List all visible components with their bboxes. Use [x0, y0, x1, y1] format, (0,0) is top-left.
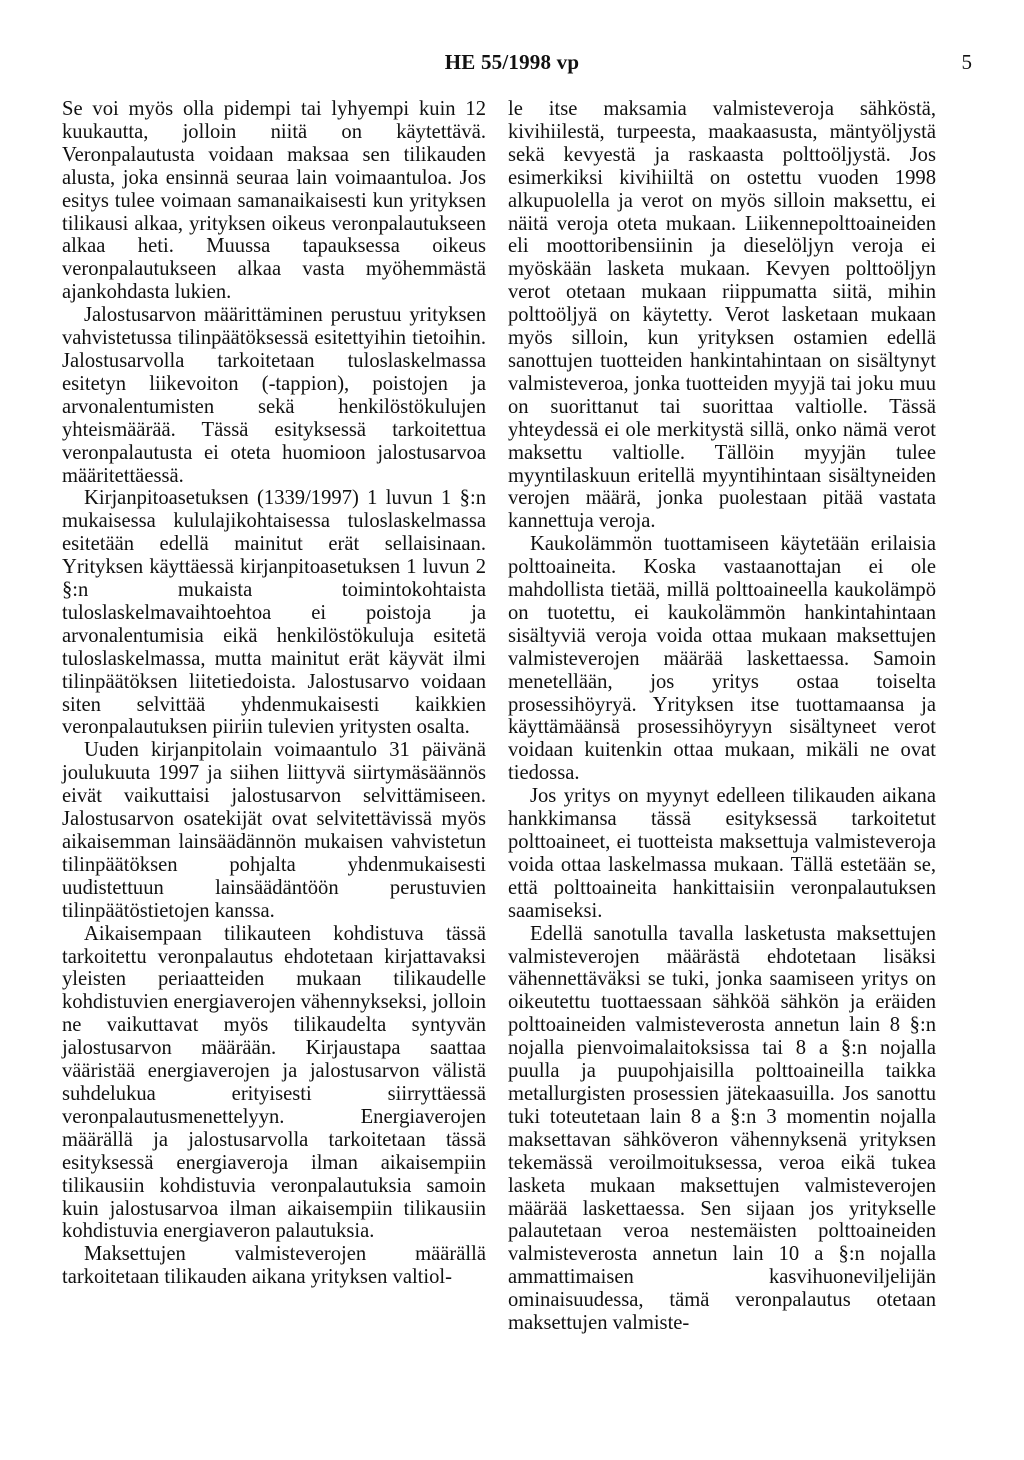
paragraph: Kaukolämmön tuottamiseen käytetään erilaisia polttoaineita. Koska vastaanottajan ei ole mahdollista tietää, millä polttoaineella kaukolämpö on tuotettu, ei kaukolämmön hankintahintaan sisältyviä veroja voida ottaa mukaan maksettujen valmisteverojen määrää laskettaessa. Samoin menetellään, jos yritys ostaa toiselta prosessihöyryä. Yrityksen itse tuottamaansa ja käyttämäänsä prosessihöyryyn sisältyneet verot voidaan kuitenkin ottaa mukaan, mikäli ne ovat tiedossa.	[508, 533, 936, 785]
right-text-column	[508, 98, 936, 1335]
page-number: 5	[961, 50, 972, 74]
paragraph: Kirjanpitoasetuksen (1339/1997) 1 luvun 1 §:n mukaisessa kululajikohtaisessa tuloslaskelmassa esitetään edellä mainitut erät sellaisinaan. Yrityksen käyttäessä kirjanpitoasetuksen 1 luvun 2 §:n mukaista toimintokohtaista tuloslaskelmavaihtoehtoa ei poistoja ja arvonalentumisia eikä henkilöstökuluja esitetä tuloslaskelmassa, mutta mainitut erät käyvät ilmi tilinpäätöksen liitetiedoista. Jalostusarvo voidaan siten selvittää yhdenmukaisesti kaikkien veronpalautuksen piiriin tulevien yritysten osalta.	[62, 487, 486, 739]
left-text-column	[62, 98, 486, 1289]
paragraph: Edellä sanotulla tavalla lasketusta maksettujen valmisteverojen määrästä ehdotetaan lisäksi vähennettäväksi se tuki, jonka saamiseen yritys on oikeutettu tuottaessaan sähköä sähkön ja eräiden polttoaineiden valmisteverosta annetun lain 8 §:n nojalla pienvoimalaitoksissa tai 8 a §:n nojalla puulla ja puupohjaisilla polttoaineilla taikka metallurgisten prosessien jätekaasuilla. Jos sanottu tuki toteutetaan lain 8 a §:n 3 momentin nojalla maksettavan sähköveron vähennyksenä yrityksen tekemässä veroilmoituksessa, veroa eikä tukea lasketa mukaan maksettujen valmisteverojen määrää laskettaessa. Sen sijaan jos yritykselle palautetaan veroa nestemäisten polttoaineiden valmisteverosta annetun lain 10 a §:n nojalla ammattimaisen kasvihuoneviljelijän ominaisuudessa, tämä veronpalautus otetaan maksettujen valmiste-	[508, 922, 936, 1335]
paragraph: Maksettujen valmisteverojen määrällä tarkoitetaan tilikauden aikana yrityksen valtiol-	[62, 1243, 486, 1289]
paragraph: Uuden kirjanpitolain voimaantulo 31 päivänä joulukuuta 1997 ja siihen liittyvä siirtymäsäännös eivät vaikuttaisi jalostusarvon selvittämiseen. Jalostusarvon osatekijät ovat selvitettävissä myös aikaisemman lainsäädännön mukaisen vahvistetun tilinpäätöksen pohjalta yhdenmukaisesti uudistettuun lainsäädäntöön perustuvien tilinpäätöstietojen kanssa.	[62, 739, 486, 922]
paragraph: le itse maksamia valmisteveroja sähköstä, kivihiilestä, turpeesta, maakaasusta, mäntyöljystä sekä kevyestä ja raskaasta polttoöljystä. Jos esimerkiksi kivihiiltä on ostettu vuoden 1998 alkupuolella ja verot on myös silloin maksettu, ei näitä veroja oteta mukaan. Liikennepolttoaineiden eli moottoribensiinin ja dieselöljyn veroja ei myöskään lasketa mukaan. Kevyen polttoöljyn verot otetaan mukaan riippumatta siitä, mihin polttoöljyä on käytetty. Verot lasketaan mukaan myös silloin, kun yrityksen ostamien edellä sanottujen tuotteiden hankintahintaan on sisältynyt valmisteveroa, jonka tuotteiden myyjä tai joku muu on suorittanut tai suorittaa valtiolle. Tässä yhteydessä ei ole merkitystä sillä, onko nämä verot maksettu valtiolle. Tällöin myyjän tulee myyntilaskuun eritellä myyntihintaan sisältyneiden verojen määrä, jonka puolestaan pitää vastata kannettuja veroja.	[508, 98, 936, 533]
paragraph: Aikaisempaan tilikauteen kohdistuva tässä tarkoitettu veronpalautus ehdotetaan kirjattavaksi yleisten periaatteiden mukaan tilikaudelle kohdistuvien energiaverojen vähennykseksi, jolloin ne vaikuttavat myös tilikaudelta syntyvän jalostusarvon määrään. Kirjaustapa saattaa vääristää energiaverojen ja jalostusarvon välistä suhdelukua erityisesti siirryttäessä veronpalautusmenettelyyn. Energiaverojen määrällä ja jalostusarvolla tarkoitetaan tässä esityksessä energiaveroja ilman aikaisempiin tilikausiin kohdistuvia veronpalautuksia samoin kuin jalostusarvoa ilman aikaisempiin tilikausiin kohdistuvia energiaveron palautuksia.	[62, 922, 486, 1243]
document-reference: HE 55/1998 vp	[444, 50, 580, 74]
page-header	[0, 50, 1024, 80]
paragraph: Se voi myös olla pidempi tai lyhyempi kuin 12 kuukautta, jolloin niitä on käytettävä. Veronpalautusta voidaan maksaa sen tilikauden alusta, joka ensinnä seuraa lain voimaantuloa. Jos esitys tulee voimaan samanaikaisesti kun yrityksen tilikausi alkaa, yrityksen oikeus veronpalautukseen alkaa heti. Muussa tapauksessa oikeus veronpalautukseen alkaa vasta myöhemmästä ajankohdasta lukien.	[62, 98, 486, 304]
paragraph: Jos yritys on myynyt edelleen tilikauden aikana hankkimansa tässä esityksessä tarkoitetut polttoaineet, ei tuotteista maksettuja valmisteveroja voida ottaa laskelmassa mukaan. Tällä estetään se, että polttoaineita hankittaisiin veronpalautuksen saamiseksi.	[508, 785, 936, 922]
paragraph: Jalostusarvon määrittäminen perustuu yrityksen vahvistetussa tilinpäätöksessä esitettyihin tietoihin. Jalostusarvolla tarkoitetaan tuloslaskelmassa esitetyn liikevoiton (-tappion), poistojen ja arvonalentumisten sekä henkilöstökulujen yhteismäärää. Tässä esityksessä tarkoitettua veronpalautusta ei oteta huomioon jalostusarvoa määritettäessä.	[62, 304, 486, 487]
